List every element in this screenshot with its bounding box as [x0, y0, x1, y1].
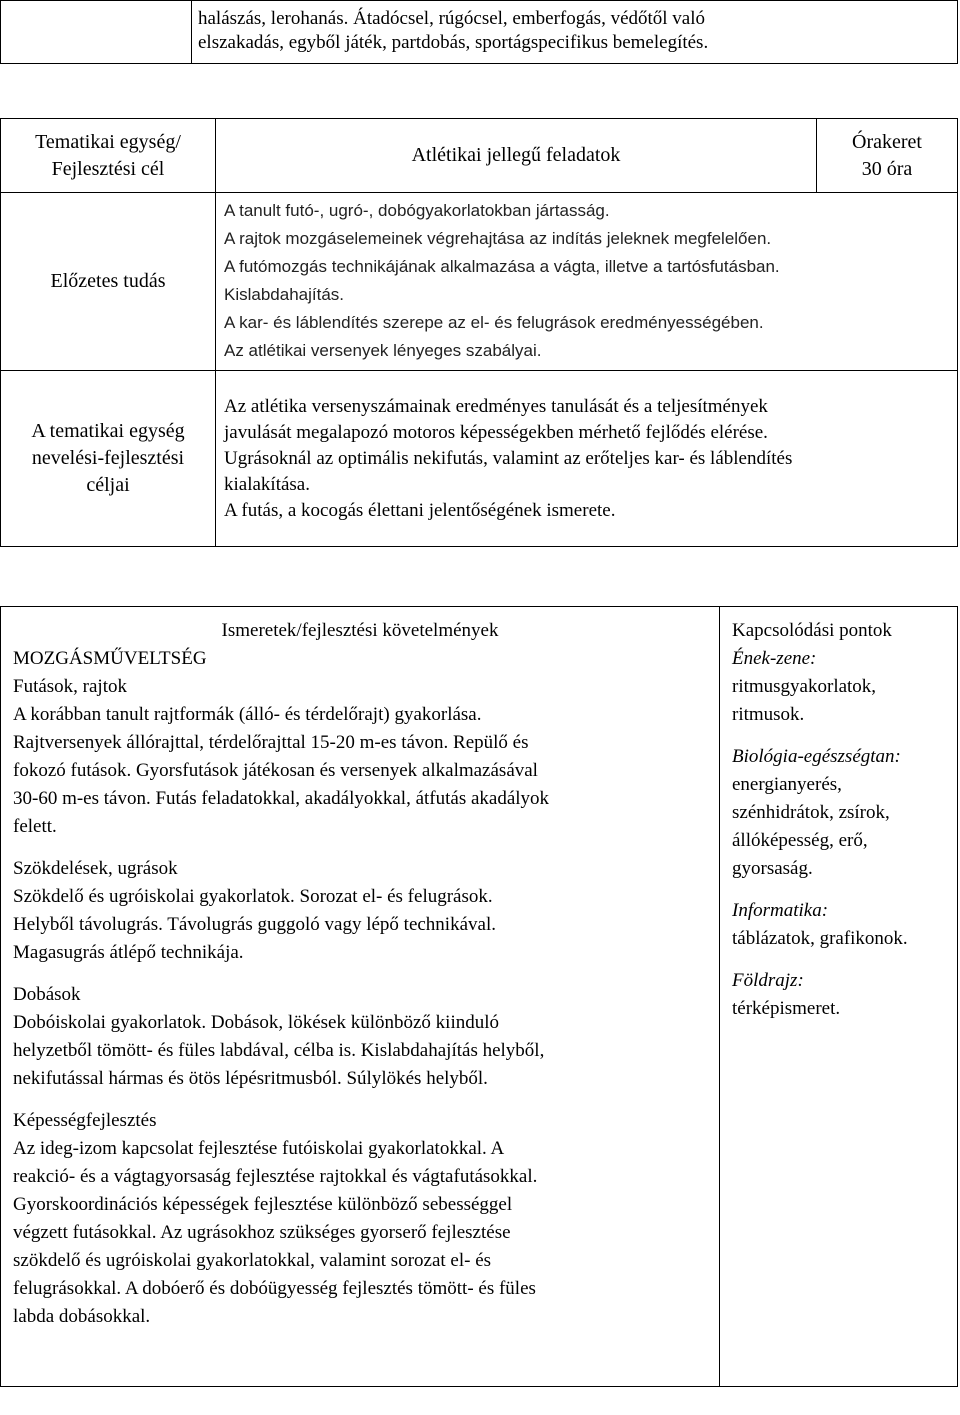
section-line: 30-60 m-es távon. Futás feladatokkal, akadályokkal, átfutás akadályok [13, 788, 550, 809]
prior-line: A futómozgás technikájának alkalmazása a vágta, illetve a tartósfutásban. [224, 257, 780, 276]
link-line: ritmusgyakorlatok, [732, 676, 877, 697]
goals-line: javulását megalapozó motoros képességekben mérhető fejlődés elérése. [224, 421, 768, 443]
requirements-header: Ismeretek/fejlesztési követelmények [221, 620, 499, 641]
section-line: A korábban tanult rajtformák (álló- és térdelőrajt) gyakorlása. [13, 704, 482, 725]
link-line: gyorsaság. [732, 858, 813, 879]
section-title-abilities: Képességfejlesztés [13, 1110, 157, 1131]
link-line: táblázatok, grafikonok. [732, 928, 908, 949]
links-cell [720, 607, 958, 1387]
section-line: Rajtversenyek állórajttal, térdelőrajttal 15-20 m-es távon. Repülő és [13, 732, 529, 753]
prior-line: A tanult futó-, ugró-, dobógyakorlatokban jártasság. [224, 201, 610, 220]
requirements-cell [1, 607, 720, 1387]
prior-line: Az atlétikai versenyek lényeges szabályai. [224, 341, 542, 360]
link-subject: Informatika: [732, 900, 829, 921]
unit-title-cell [216, 119, 817, 193]
continuation-text-cell [192, 1, 958, 64]
unit-label-cell [1, 119, 216, 193]
section-line: Szökdelő és ugróiskolai gyakorlatok. Sorozat el- és felugrások. [13, 886, 493, 907]
section-line: helyzetből tömött- és füles labdával, célba is. Kislabdahajítás helyből, [13, 1040, 545, 1061]
link-line: energianyerés, [732, 774, 842, 795]
link-line: állóképesség, erő, [732, 830, 868, 851]
hours-cell [817, 119, 958, 193]
section-line: nekifutással hármas és ötös lépésritmusból. Súlylökés helyből. [13, 1068, 488, 1089]
section-line: felett. [13, 816, 57, 837]
link-subject: Biológia-egészségtan: [732, 746, 901, 767]
section-line: Dobóiskolai gyakorlatok. Dobások, lökések különböző kiinduló [13, 1012, 500, 1033]
main-table [0, 606, 958, 1387]
text-line: halászás, lerohanás. Átadócsel, rúgócsel, emberfogás, védőtől való [198, 8, 706, 29]
continuation-empty-cell [1, 1, 192, 64]
section-line: Helyből távolugrás. Távolugrás guggoló vagy lépő technikával. [13, 914, 496, 935]
section-line: Gyorskoordinációs képességek fejlesztése különböző sebességgel [13, 1194, 513, 1215]
goals-line: Az atlétika versenyszámainak eredményes tanulását és a teljesítmények [224, 395, 768, 417]
section-title-jumps: Szökdelések, ugrások [13, 858, 178, 879]
goals-label-line: céljai [86, 474, 130, 496]
prior-line: Kislabdahajítás. [224, 285, 345, 304]
continuation-table [0, 0, 958, 64]
goals-line: A futás, a kocogás élettani jelentőségének ismerete. [224, 499, 616, 521]
section-line: fokozó futások. Gyorsfutások játékosan és versenyek alkalmazásával [13, 760, 538, 781]
section-title-throws: Dobások [13, 984, 81, 1005]
section-line: labda dobásokkal. [13, 1306, 151, 1327]
main-heading: MOZGÁSMŰVELTSÉG [13, 648, 207, 669]
section-title-running: Futások, rajtok [13, 676, 127, 697]
hours-label: Órakeret [852, 130, 922, 153]
prior-label: Előzetes tudás [50, 270, 166, 292]
link-line: szénhidrátok, zsírok, [732, 802, 890, 823]
unit-table [0, 118, 958, 547]
text-line: elszakadás, egyből játék, partdobás, sportágspecifikus bemelegítés. [198, 32, 709, 53]
unit-label-line: Tematikai egység/ [35, 130, 181, 153]
prior-line: A kar- és láblendítés szerepe az el- és felugrások eredményességében. [224, 313, 764, 332]
unit-title: Atlétikai jellegű feladatok [411, 144, 621, 166]
goals-label-line: nevelési-fejlesztési [31, 447, 185, 469]
section-line: szökdelő és ugróiskolai gyakorlatokkal, valamint sorozat el- és [13, 1250, 492, 1271]
link-subject: Földrajz: [732, 970, 804, 991]
section-line: Az ideg-izom kapcsolat fejlesztése futóiskolai gyakorlatokkal. A [13, 1138, 505, 1159]
section-line: reakció- és a vágtagyorsaság fejlesztése rajtokkal és vágtafutásokkal. [13, 1166, 538, 1187]
link-line: ritmusok. [732, 704, 805, 725]
goals-line: Ugrásoknál az optimális nekifutás, valamint az erőteljes kar- és láblendítés [224, 447, 793, 469]
prior-text-cell [216, 193, 958, 371]
section-line: végzett futásokkal. Az ugrásokhoz szükséges gyorserő fejlesztése [13, 1222, 511, 1243]
links-header: Kapcsolódási pontok [732, 620, 892, 641]
hours-value: 30 óra [861, 157, 913, 180]
unit-label-line: Fejlesztési cél [51, 157, 165, 180]
prior-line: A rajtok mozgáselemeinek végrehajtása az indítás jeleknek megfelelően. [224, 229, 772, 248]
link-line: térképismeret. [732, 998, 841, 1019]
goals-label-line: A tematikai egység [31, 420, 185, 442]
section-line: felugrásokkal. A dobóerő és dobóügyesség fejlesztés tömött- és füles [13, 1278, 536, 1299]
goals-line: kialakítása. [224, 473, 310, 495]
goals-label-cell [1, 371, 216, 547]
prior-label-cell [1, 193, 216, 371]
link-subject: Ének-zene: [732, 648, 817, 669]
goals-text-cell [216, 371, 958, 547]
section-line: Magasugrás átlépő technikája. [13, 942, 244, 963]
